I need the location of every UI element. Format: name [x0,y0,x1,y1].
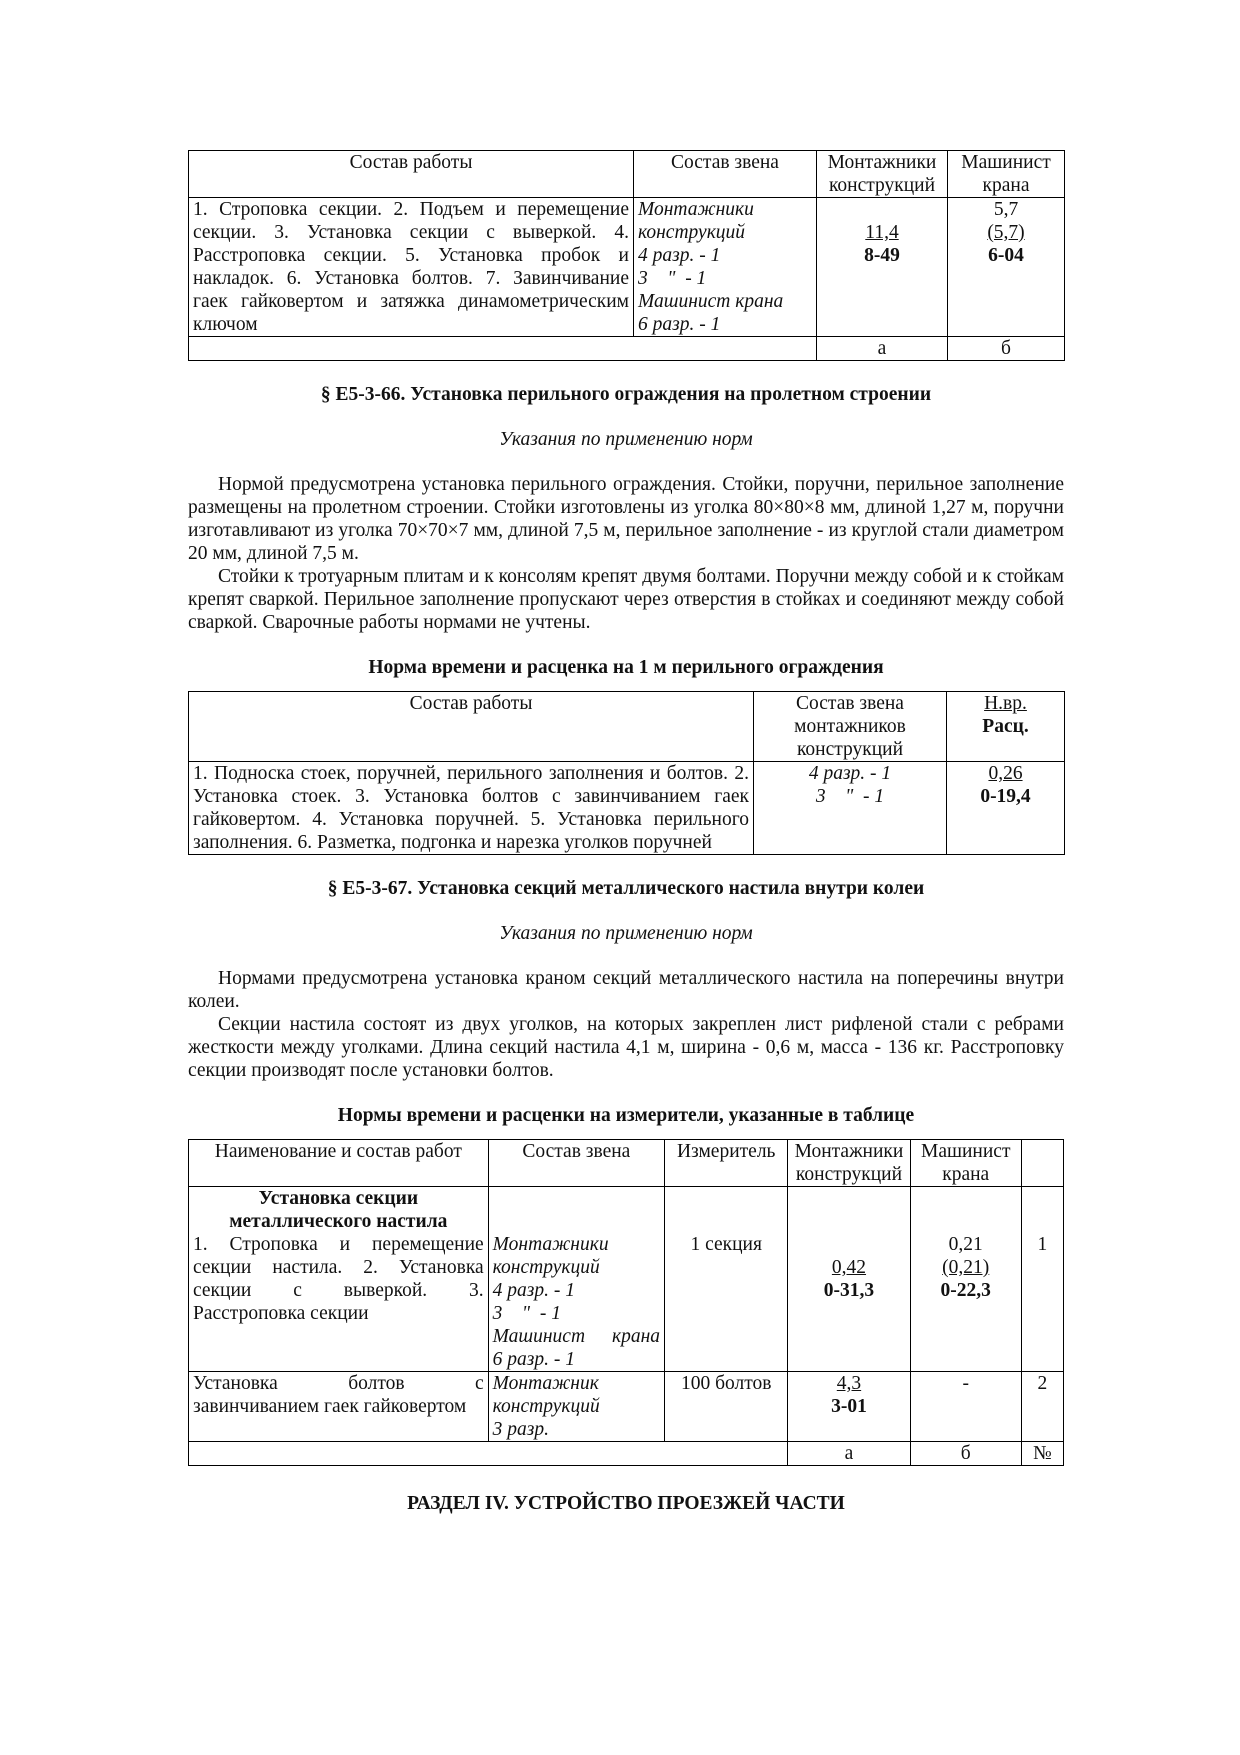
rate-value: 0-19,4 [980,786,1031,807]
norm-cell [947,762,1065,855]
header-crew: Состав звена [488,1140,664,1187]
header-montazh: Монтажники конструкций [788,1140,910,1187]
mashinist-cell: - [910,1372,1021,1442]
norms-table-2 [188,691,1065,855]
montazh-cell [788,1372,910,1442]
section-title: § Е5-3-66. Установка перильного ограждения на пролетном строении [320,384,932,405]
row-number: 2 [1021,1372,1063,1442]
section-title: § Е5-3-67. Установка секций металлического настила внутри колеи [327,878,925,899]
table-header-row [189,692,1065,762]
rate-value: 3-01 [831,1396,867,1417]
table-header-row [189,151,1065,198]
header-crew: Состав звена монтажников конструкций [754,692,947,762]
crew-cell: Монтажники конструкций 4 разр. - 1 3 " - 1 Машинист крана 6 разр. - 1 [634,198,817,337]
mashinist-cell: 5,7 (5,7) 6-04 [948,198,1065,337]
crew-cell: Монтажники конструкций 4 разр. - 1 3 " - 1 Машинист крана 6 разр. - 1 [488,1187,664,1372]
norm-value: 0,26 [988,763,1023,784]
section-heading: РАЗДЕЛ IV. УСТРОЙСТВО ПРОЕЗЖЕЙ ЧАСТИ [407,1493,845,1514]
paragraph: Секции настила состоят из двух уголков, на которых закреплен лист рифленой стали с ребрами жесткости между уголками. Длина секций настила 4,1 м, ширина - 0,6 м, масса - 136 кг. Расстроповку секции производят после установки болтов. [188,1014,1064,1081]
document-page [188,150,1064,1515]
table-row [189,198,1065,337]
section-subtitle: Указания по применению норм [499,923,753,944]
column-letter: б [948,337,1065,361]
crew-cell: Монтажник конструкций 3 разр. [488,1372,664,1442]
work-cell: Установка болтов с завинчиванием гаек гайковертом [189,1372,489,1442]
table-row [189,1187,1064,1372]
norms-table-3 [188,1139,1064,1466]
header-norm: Н.вр. Расц. [947,692,1065,762]
table-row [189,1372,1064,1442]
work-cell: 1. Строповка секции. 2. Подъем и перемещение секции. 3. Установка секции с выверкой. 4. Расстроповка секции. 5. Установка пробок и накладок. 6. Установка болтов. 7. Завинчивание гаек гайковертом и затяжка динамометрическим ключом [189,198,634,337]
paragraph: Нормами предусмотрена установка краном секций металлического настила на поперечины внутри колеи. [188,968,1064,1012]
header-montazh: Монтажники конструкций [817,151,948,198]
norm-value: 4,3 [836,1373,862,1394]
header-work: Наименование и состав работ [189,1140,489,1187]
column-letter: б [910,1442,1021,1466]
norm-heading: Норма времени и расценка на 1 м перильного ограждения [368,657,884,678]
rate-value: 6-04 [988,245,1024,266]
row-number: 1 [1021,1187,1063,1372]
column-letter: а [817,337,948,361]
unit-cell: 1 секция [665,1187,788,1372]
table-footer-row [189,1442,1064,1466]
norm-heading: Нормы времени и расценки на измерители, указанные в таблице [337,1105,915,1126]
table-footer-row [189,337,1065,361]
paragraph: Стойки к тротуарным плитам и к консолям крепят двумя болтами. Поручни между собой и к стойкам крепят сваркой. Перильное заполнение пропускают через отверстия в стойках и соединяют между собой сваркой. Сварочные работы нормами не учтены. [188,566,1064,633]
norms-table-1 [188,150,1065,361]
section-subtitle: Указания по применению норм [499,429,753,450]
work-cell: 1. Подноска стоек, поручней, перильного заполнения и болтов. 2. Установка стоек. 3. Установка болтов с завинчиванием гаек гайковертом. 4. Установка поручней. 5. Установка перильного заполнения. 6. Разметка, подгонка и нарезка уголков поручней [189,762,754,855]
norm-value: (5,7) [987,222,1025,243]
crew-cell: 4 разр. - 1 3 " - 1 [754,762,947,855]
mashinist-cell: 0,21 (0,21) 0-22,3 [910,1187,1021,1372]
column-letter: № [1021,1442,1063,1466]
rate-value: 0-22,3 [940,1280,991,1301]
norm-value: (0,21) [942,1257,990,1278]
montazh-cell [817,198,948,337]
column-letter: а [788,1442,910,1466]
header-mashinist: Машинист крана [948,151,1065,198]
montazh-cell [788,1187,910,1372]
table-header-row [189,1140,1064,1187]
rate-value: 8-49 [864,245,900,266]
header-work: Состав работы [189,692,754,762]
paragraph: Нормой предусмотрена установка перильного ограждения. Стойки, поручни, перильное заполнение размещены на пролетном строении. Стойки изготовлены из уголка 80×80×8 мм, длиной 1,27 м, поручни изготавливают из уголка 70×70×7 мм, длиной 7,5 м, перильное заполнение - из круглой стали диаметром 20 мм, длиной 7,5 м. [188,474,1064,564]
norm-value: 0,42 [831,1257,867,1278]
header-work: Состав работы [189,151,634,198]
table-row [189,762,1065,855]
header-crew: Состав звена [634,151,817,198]
rate-value: 0-31,3 [823,1280,875,1301]
norm-value: 11,4 [865,222,899,243]
work-cell: Установка секции металлического настила 1. Строповка и перемещение секции настила. 2. Установка секции с выверкой. 3. Расстроповка секции [189,1187,489,1372]
header-unit: Измеритель [665,1140,788,1187]
unit-cell: 100 болтов [665,1372,788,1442]
header-mashinist: Машинист крана [910,1140,1021,1187]
